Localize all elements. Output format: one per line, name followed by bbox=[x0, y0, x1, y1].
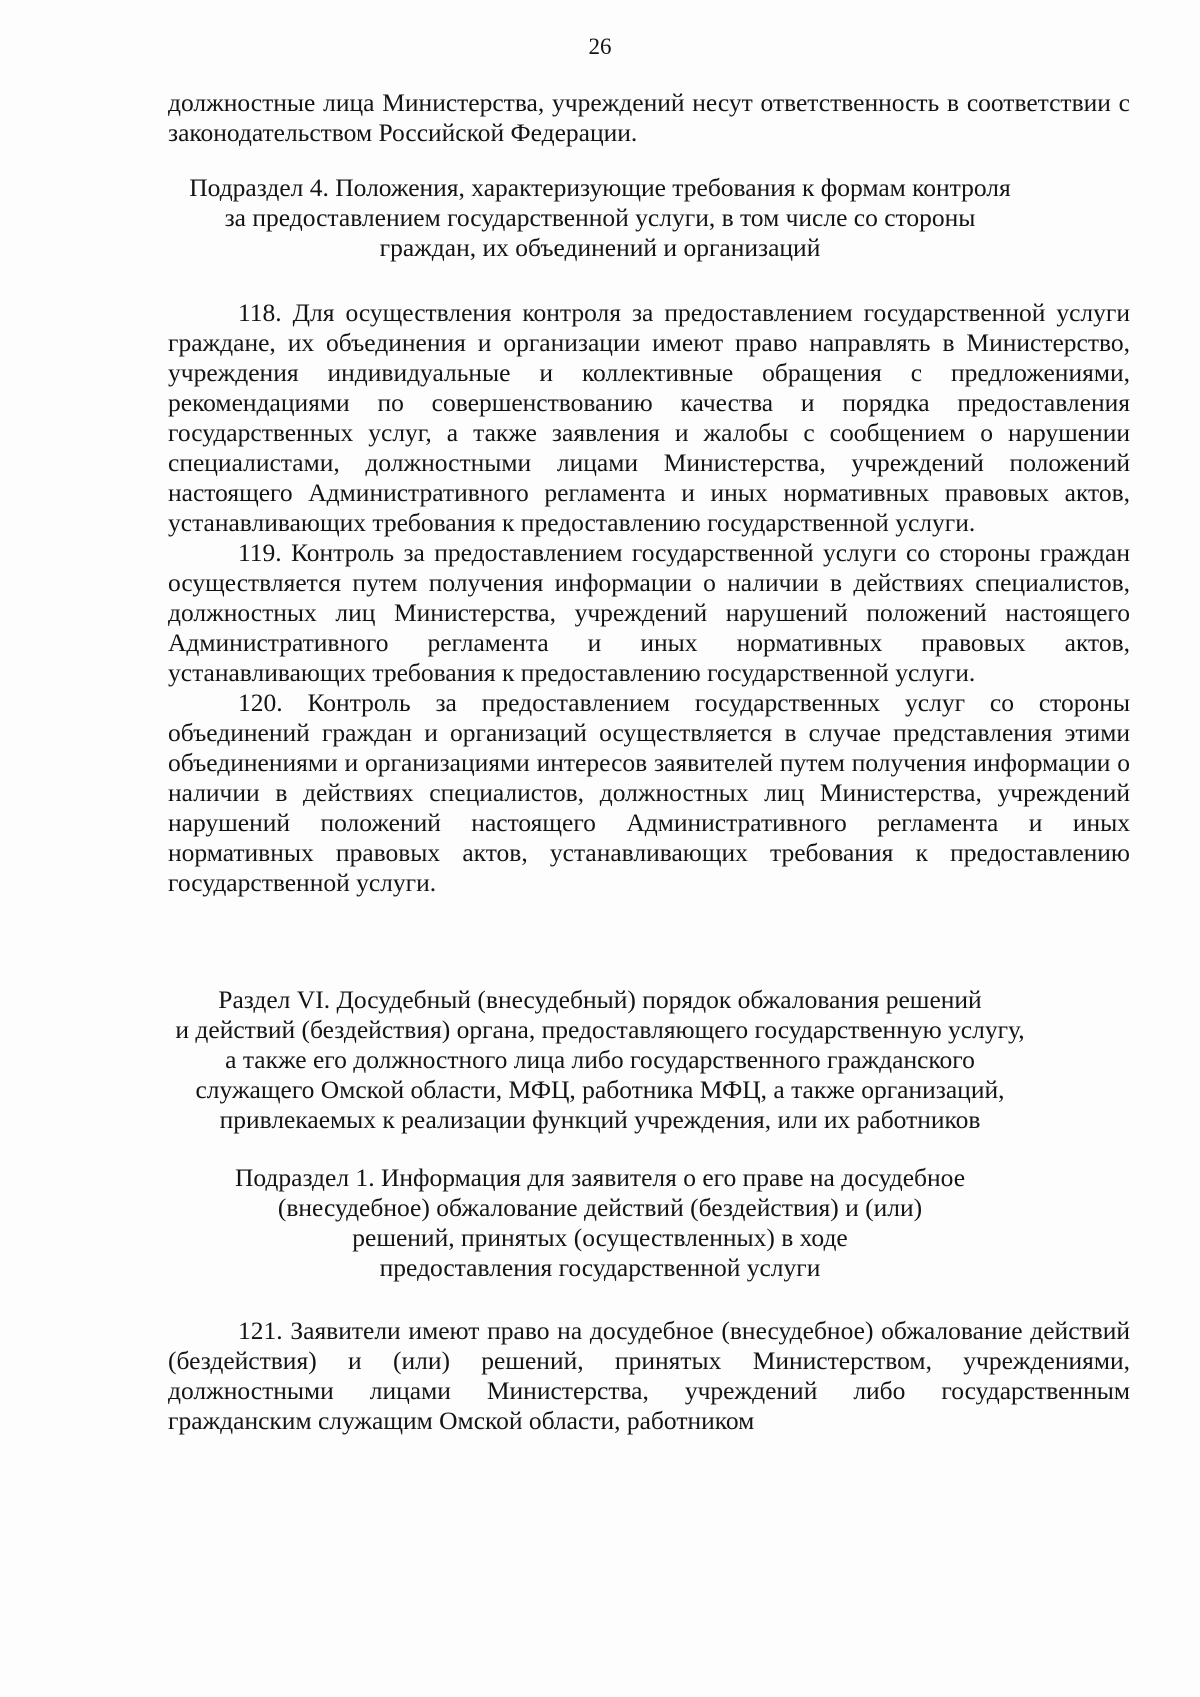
heading-line: Раздел VI. Досудебный (внесудебный) порядок обжалования решений bbox=[218, 985, 982, 1014]
intro-paragraph: должностные лица Министерства, учреждений несут ответственность в соответствии с законодательством Российской Федерации. bbox=[168, 88, 1130, 147]
heading-line: за предоставлением государственной услуги, в том числе со стороны bbox=[224, 203, 976, 232]
appeal-block bbox=[168, 1316, 1130, 1436]
paragraph-120: 120. Контроль за предоставлением государственных услуг со стороны объединений граждан и организаций осуществляется в случае представления этими объединениями и организациями интересов заявителей путем получения информации о наличии в действиях специалистов, должностных лиц Министерства, учреждений нарушений положений настоящего Административного регламента и иных нормативных правовых актов, устанавливающих требования к предоставлению государственной услуги. bbox=[168, 688, 1130, 897]
subsection-1-heading bbox=[0, 1163, 1200, 1283]
control-paragraphs bbox=[168, 298, 1130, 898]
heading-line: и действий (бездействия) органа, предоставляющего государственную услугу, bbox=[175, 1015, 1025, 1044]
subsection-4-heading bbox=[0, 173, 1200, 263]
heading-line: (внесудебное) обжалование действий (бездействия) и (или) bbox=[277, 1193, 923, 1222]
intro-block bbox=[168, 88, 1130, 148]
paragraph-118: 118. Для осуществления контроля за предоставлением государственной услуги граждане, их объединения и организации имеют право направлять в Министерство, учреждения индивидуальные и коллективные обращения с предложениями, рекомендациями по совершенствованию качества и порядка предоставления государственных услуг, а также заявления и жалобы с сообщением о нарушении специалистами, должностными лицами Министерства, учреждений положений настоящего Административного регламента и иных нормативных правовых актов, устанавливающих требования к предоставлению государственной услуги. bbox=[168, 298, 1130, 537]
section-6-heading bbox=[0, 985, 1200, 1135]
heading-line: решений, принятых (осуществленных) в ходе bbox=[352, 1223, 848, 1252]
page-number: 26 bbox=[588, 34, 612, 59]
heading-line: служащего Омской области, МФЦ, работника МФЦ, а также организаций, bbox=[195, 1075, 1005, 1104]
paragraph-119: 119. Контроль за предоставлением государственной услуги со стороны граждан осуществляется путем получения информации о наличии в действиях специалистов, должностных лиц Министерства, учреждений нарушений положений настоящего Административного регламента и иных нормативных правовых актов, устанавливающих требования к предоставлению государственной услуги. bbox=[168, 538, 1130, 687]
heading-line: Подраздел 1. Информация для заявителя о его праве на досудебное bbox=[234, 1163, 966, 1192]
paragraph-121: 121. Заявители имеют право на досудебное (внесудебное) обжалование действий (бездействия) и (или) решений, принятых Министерством, учреждениями, должностными лицами Министерства, учреждений либо государственным гражданским служащим Омской области, работником bbox=[168, 1316, 1130, 1435]
heading-line: предоставления государственной услуги bbox=[379, 1253, 821, 1282]
heading-line: привлекаемых к реализации функций учреждения, или их работников bbox=[219, 1105, 981, 1134]
heading-line: граждан, их объединений и организаций bbox=[379, 233, 821, 262]
heading-line: а также его должностного лица либо государственного гражданского bbox=[225, 1045, 975, 1074]
heading-line: Подраздел 4. Положения, характеризующие требования к формам контроля bbox=[189, 173, 1011, 202]
